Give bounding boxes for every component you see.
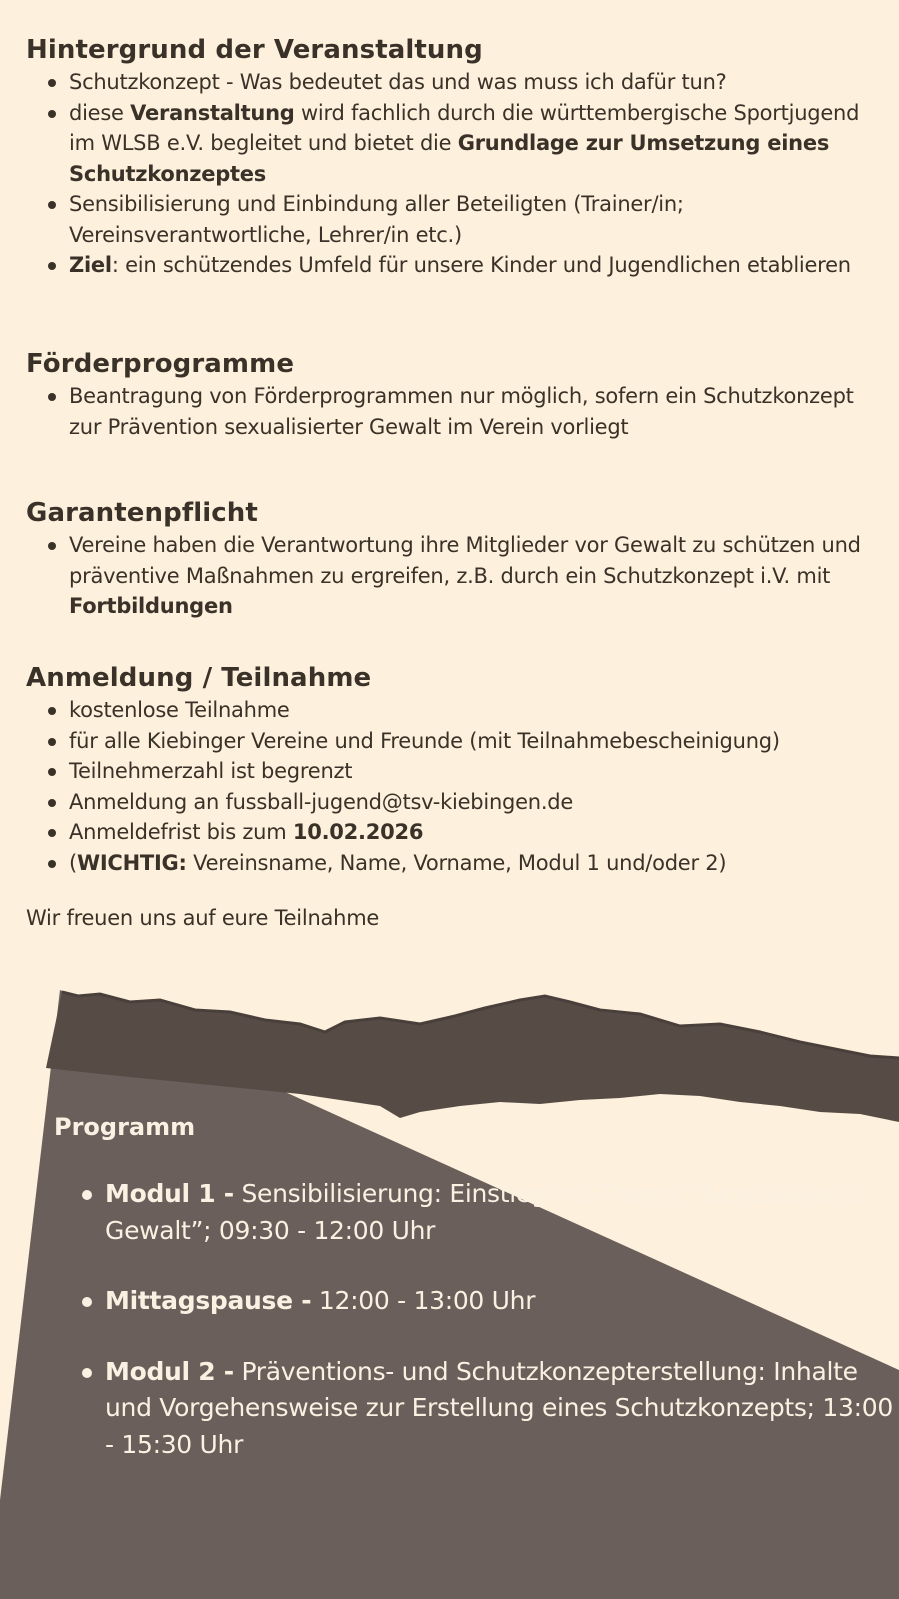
list-foerderprogramme [26,381,886,442]
section-anmeldung [26,661,886,878]
programm-title: Programm [54,1113,196,1141]
list-hintergrund [26,67,886,281]
closing-text: Wir freuen uns auf eure Teilnahme [26,906,380,930]
list-item: Beantragung von Förderprogrammen nur möglich, sofern ein Schutzkonzept zur Prävention sexualisierter Gewalt im Verein vorliegt [69,381,886,442]
list-item: diese Veranstaltung wird fachlich durch die württembergische Sportjugend im WLSB e.V. begleitet und bietet die Grundlage zur Umsetzung eines Schutzkonzeptes [69,98,886,190]
list-item-deadline: Anmeldefrist bis zum 10.02.2026 [69,817,886,848]
section-hintergrund [26,33,886,281]
programm-item-mittagspause: Mittagspause - 12:00 - 13:00 Uhr [105,1283,895,1320]
heading-foerderprogramme: Förderprogramme [26,349,295,379]
list-item-important: (WICHTIG: Vereinsname, Name, Vorname, Modul 1 und/oder 2) [69,848,886,879]
programm-item-modul-1: Modul 1 - Sensibilisierung: Einstieg ins Thema “Sexualisierte Gewalt”; 09:30 - 12:00 Uhr [105,1176,895,1249]
list-item: Teilnehmerzahl ist begrenzt [69,756,886,787]
list-item: Ziel: ein schützendes Umfeld für unsere Kinder und Jugendlichen etablieren [69,250,886,281]
list-item: für alle Kiebinger Vereine und Freunde (mit Teilnahmebescheinigung) [69,726,886,757]
heading-anmeldung: Anmeldung / Teilnahme [26,663,372,693]
list-item: kostenlose Teilnahme [69,695,886,726]
section-foerderprogramme [26,347,886,442]
list-item: Sensibilisierung und Einbindung aller Beteiligten (Trainer/in; Vereinsverantwortliche, Lehrer/in etc.) [69,189,886,250]
section-garantenpflicht [26,496,886,622]
list-item: Vereine haben die Verantwortung ihre Mitglieder vor Gewalt zu schützen und präventive Maßnahmen zu ergreifen, z.B. durch ein Schutzkonzept i.V. mit Fortbildungen [69,530,886,622]
programm-item-modul-2: Modul 2 - Präventions- und Schutzkonzepterstellung: Inhalte und Vorgehensweise zur Erstellung eines Schutzkonzepts; 13:00 - 15:30 Uhr [105,1354,895,1464]
heading-garantenpflicht: Garantenpflicht [26,498,258,528]
list-item: Schutzkonzept - Was bedeutet das und was muss ich dafür tun? [69,67,886,98]
list-garantenpflicht [26,530,886,622]
programm-list [105,1176,895,1463]
list-item-email: Anmeldung an fussball-jugend@tsv-kiebingen.de [69,787,886,818]
heading-hintergrund: Hintergrund der Veranstaltung [26,35,483,65]
list-anmeldung [26,695,886,878]
